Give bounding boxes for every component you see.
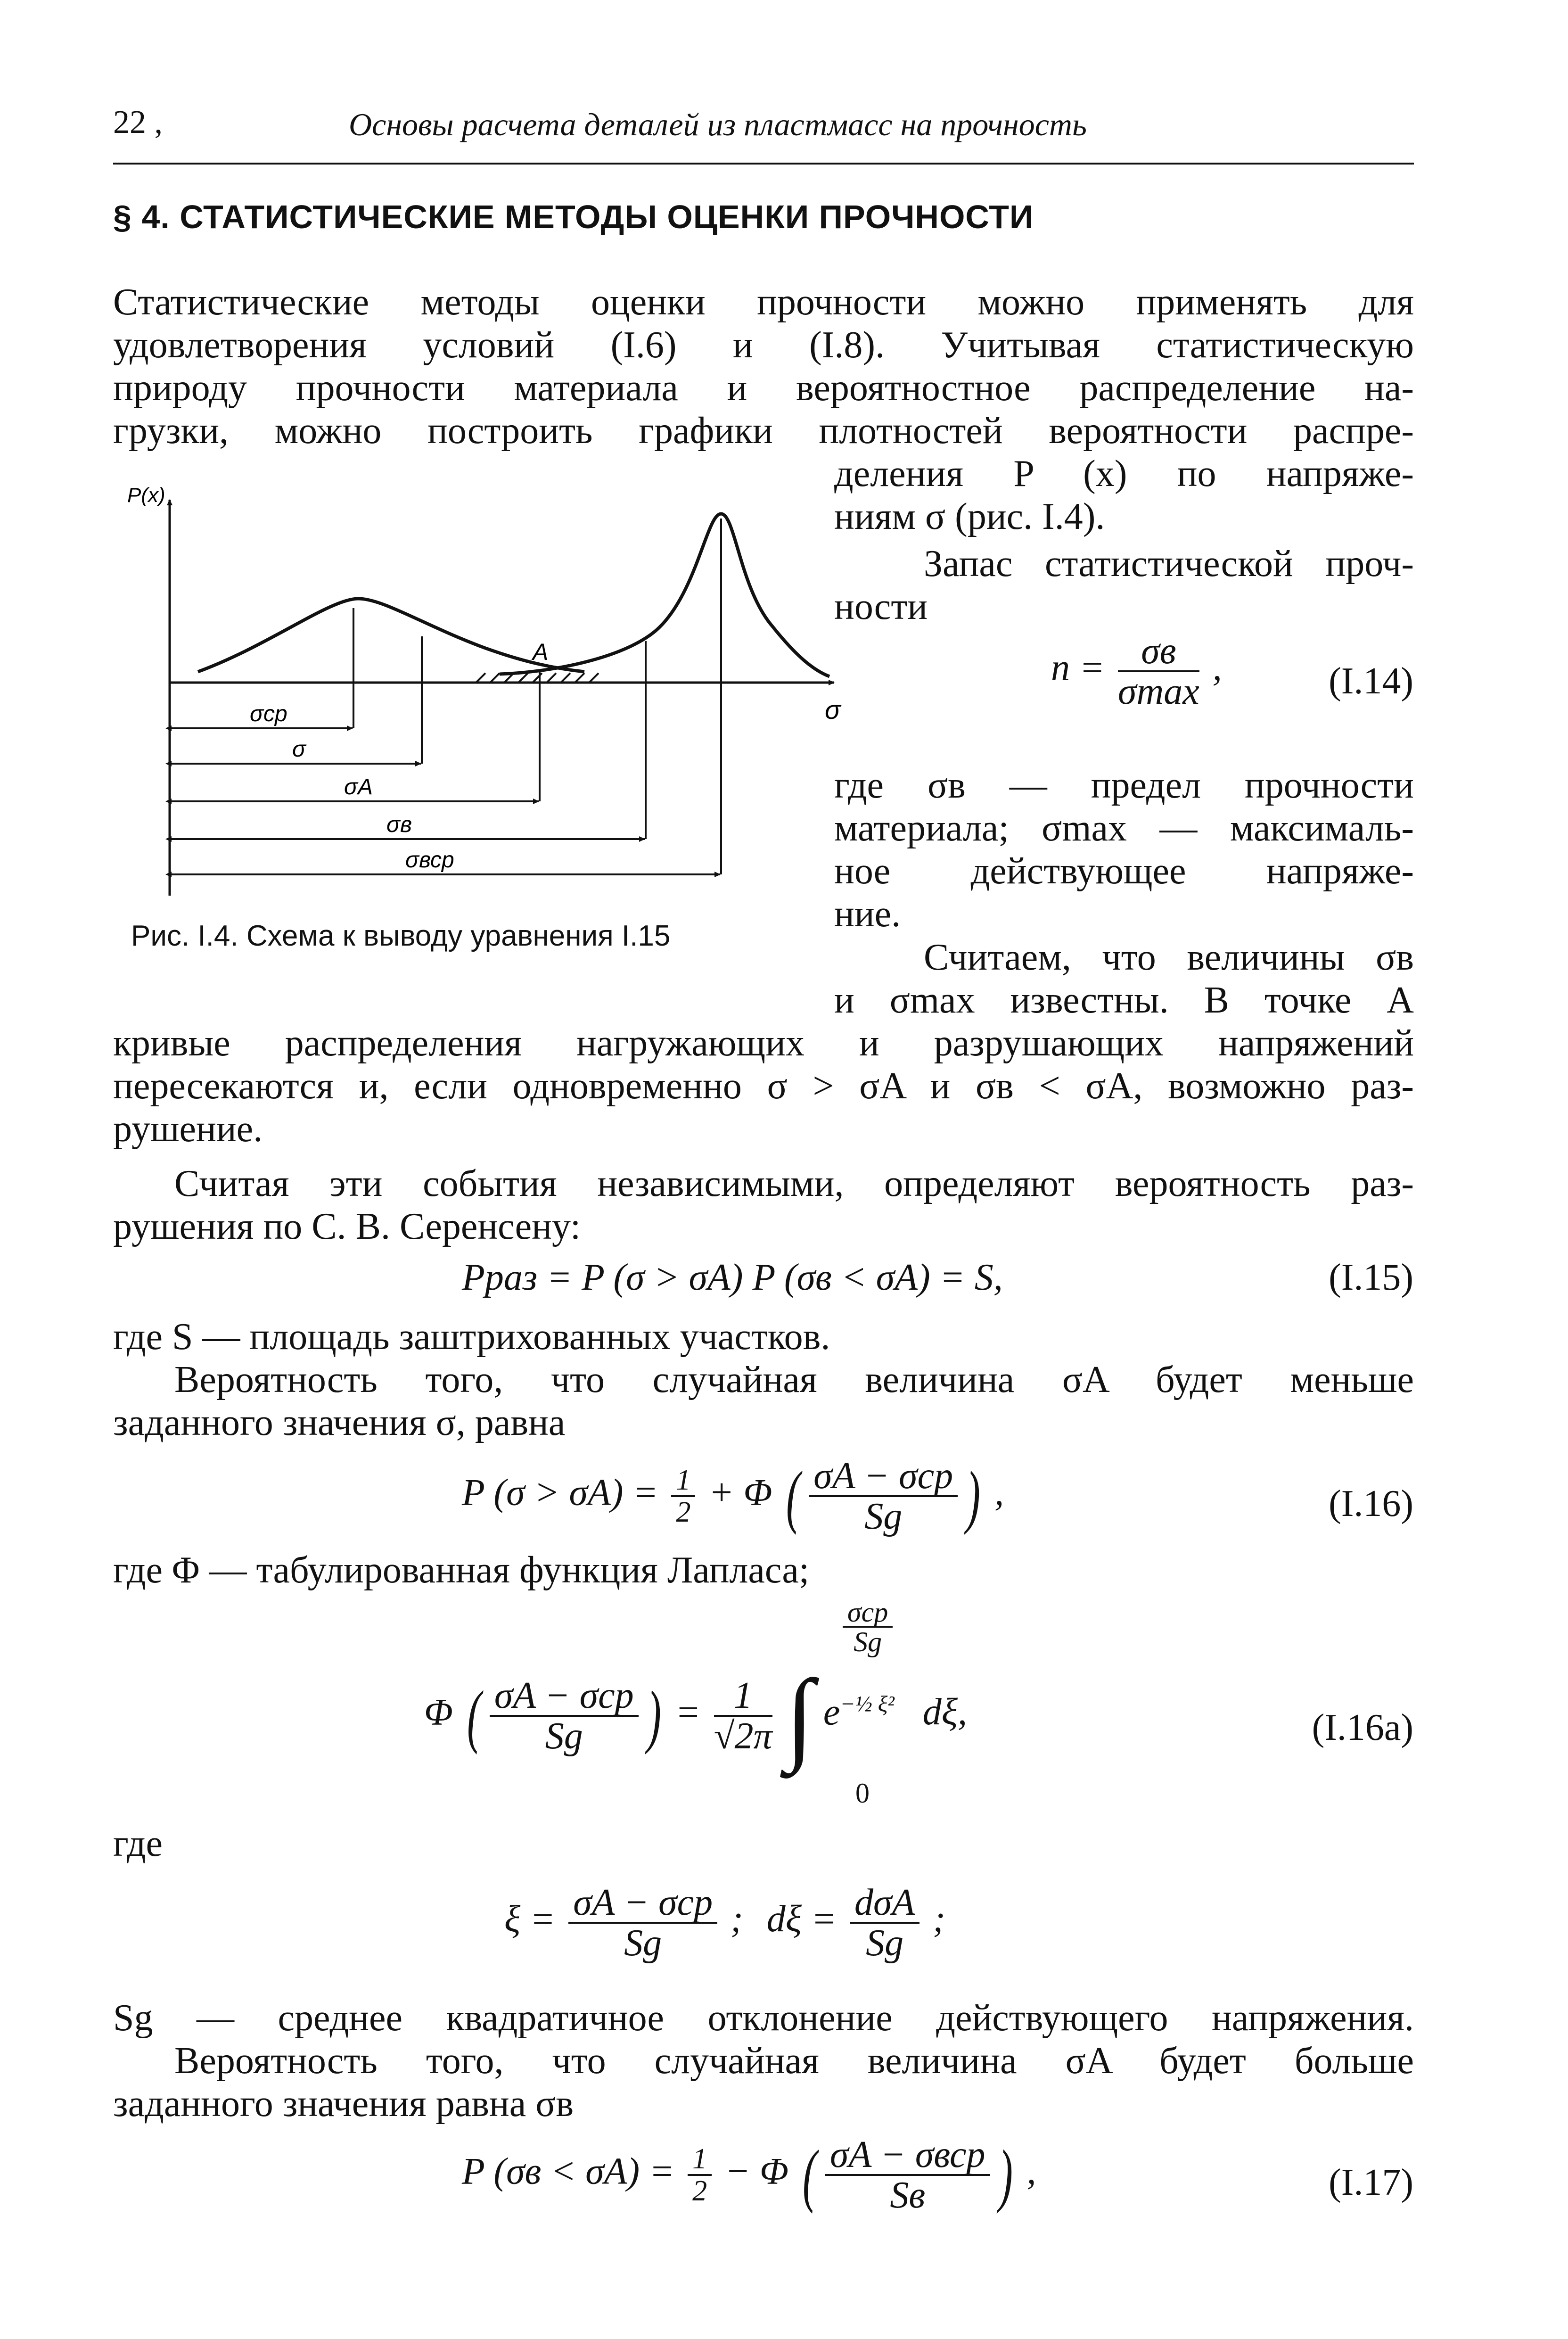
eq-dxi-lhs: dξ = — [766, 1898, 837, 1940]
eq16-lhs: P (σ > σA) = — [462, 1472, 658, 1514]
para5-line-1: Считая эти события независимыми, определяют вероятность раз- — [174, 1163, 1414, 1204]
eq17: P (σв < σA) = $\frac{1}{2}$ − Φ ( $\frac{\text{σA − σвср}}{Sв}$ ) , — [462, 2134, 1036, 2216]
para11-line-1: Вероятность того, что случайная величина σA будет больше — [174, 2040, 1414, 2082]
eq16a-c-den: √2π — [714, 1715, 772, 1757]
figure-i4 — [113, 471, 841, 910]
para3-line-3: ное действующее напряже- — [834, 850, 1414, 892]
x-axis-label: σ — [825, 695, 841, 725]
figure-caption: Рис. I.4. Схема к выводу уравнения I.15 — [131, 920, 671, 952]
para1-line-3: природу прочности материала и вероятностное распределение на- — [113, 367, 1414, 409]
dim-label-sv: σв — [386, 812, 412, 837]
para3-line-4: ние. — [834, 893, 901, 935]
para4-right-line-1: Считаем, что величины σв — [924, 937, 1414, 978]
eq17-den: Sв — [890, 2174, 926, 2216]
eq17-half-den: 2 — [692, 2175, 707, 2207]
eq14 — [1051, 632, 1222, 711]
eq16-den: Sg — [864, 1496, 903, 1537]
eq17-number: (I.17) — [1329, 2162, 1413, 2203]
page-number: 22 , — [113, 104, 163, 140]
eq16a-num: σA − σср — [490, 1676, 639, 1717]
eq16a-arg — [490, 1676, 639, 1755]
eq14-number: (I.14) — [1329, 660, 1413, 702]
hatched-area — [471, 673, 603, 683]
eq16a-integrand: e — [823, 1691, 840, 1733]
strength-curve — [500, 514, 829, 676]
para3-line-2: материала; σmax — максималь- — [834, 807, 1414, 849]
eq17-half-num: 1 — [688, 2144, 712, 2176]
eq16a-phi: Φ — [424, 1691, 453, 1733]
eq16a-number: (I.16а) — [1312, 1707, 1413, 1748]
running-title: Основы расчета деталей из пластмасс на прочность — [349, 107, 1087, 142]
para4-right-line-2: и σmax известны. В точке A — [834, 980, 1414, 1021]
eq16a-upper-num: σср — [843, 1598, 893, 1628]
eq16a-upper-den: Sg — [854, 1626, 882, 1657]
eq-xi-den1: Sg — [624, 1922, 662, 1964]
eq16a-den: Sg — [545, 1715, 583, 1757]
para6-line: где S — площадь заштрихованных участков. — [113, 1316, 830, 1358]
dim-label-svcp: σвср — [405, 848, 454, 873]
eq15: Pраз = P (σ > σA) P (σв < σA) = S, — [462, 1257, 1003, 1298]
section-title: § 4. СТАТИСТИЧЕСКИЕ МЕТОДЫ ОЦЕНКИ ПРОЧНОСТИ — [113, 198, 1034, 235]
eq16-half-den: 2 — [676, 1496, 691, 1528]
eq16a-diff: dξ, — [922, 1691, 967, 1733]
para3-line-1: где σв — предел прочности — [834, 765, 1414, 806]
point-a-label: A — [533, 639, 549, 665]
para5-line-2: рушения по С. В. Серенсену: — [113, 1206, 581, 1247]
eq-xi-num2: dσA — [850, 1883, 919, 1924]
para7-line-2: заданного значения σ, равна — [113, 1402, 566, 1443]
eq-xi-lhs: ξ = — [504, 1898, 556, 1940]
eq14-tail: , — [1212, 647, 1222, 689]
para4-line-3: рушение. — [113, 1108, 263, 1150]
header-rule — [113, 163, 1414, 165]
para8-line: где Φ — табулированная функция Лапласа; — [113, 1549, 810, 1591]
para11-line-2: заданного значения равна σв — [113, 2083, 574, 2125]
para4-line-2: пересекаются и, если одновременно σ > σA и σв < σA, возможно раз- — [113, 1065, 1414, 1107]
dim-label-sa: σA — [344, 774, 373, 799]
eq16a-coef — [714, 1676, 772, 1755]
eq17-half — [688, 2144, 712, 2206]
para1-right-line-2: ниям σ (рис. I.4). — [834, 496, 1105, 537]
eq-xi-frac2 — [850, 1883, 919, 1962]
para1-line-4: грузки, можно построить графики плотностей вероятности распре- — [113, 410, 1414, 452]
eq17-lhs: P (σв < σA) = — [462, 2150, 675, 2192]
para10-line: Sg — среднее квадратичное отклонение действующего напряжения. — [113, 1997, 1414, 2039]
para7-line-1: Вероятность того, что случайная величина σA будет меньше — [174, 1359, 1414, 1400]
para1-line-1: Статистические методы оценки прочности можно применять для — [113, 281, 1414, 323]
dim-label-sigma: σ — [292, 737, 306, 762]
eq14-num: σв — [1118, 632, 1199, 672]
y-axis-label: P(x) — [127, 484, 165, 507]
eq-xi-den2: Sg — [866, 1922, 904, 1964]
para4-line-1: кривые распределения нагружающих и разрушающих напряжений — [113, 1022, 1414, 1064]
eq14-lhs: n = — [1051, 647, 1105, 689]
para9-line: где — [113, 1823, 163, 1864]
eq16a-upper-limit — [839, 1598, 896, 1656]
loading-curve — [198, 599, 584, 672]
eq14-fraction — [1118, 632, 1199, 711]
eq17-fraction — [825, 2135, 990, 2215]
eq17-minus-phi: − Φ — [725, 2150, 789, 2192]
eq17-tail: , — [1026, 2150, 1036, 2192]
para2-line-1: Запас статистической проч- — [924, 543, 1414, 585]
eq16-half — [671, 1465, 695, 1527]
dim-label-scp: σср — [250, 701, 287, 726]
eq16a-lower-limit: 0 — [855, 1778, 870, 1809]
eq-xi-sep: ; — [731, 1898, 743, 1940]
integral-sign: ∫ — [785, 1658, 814, 1773]
eq-xi-num1: σA − σср — [568, 1883, 717, 1924]
para1-right-line-1: деления P (x) по напряже- — [834, 453, 1414, 494]
eq16-fraction — [809, 1457, 958, 1536]
eq16a-eq: = — [675, 1691, 701, 1733]
eq16-number: (I.16) — [1329, 1483, 1413, 1524]
eq16a-c-num: 1 — [714, 1676, 772, 1717]
eq16-half-num: 1 — [671, 1465, 695, 1497]
eq14-den: σmax — [1117, 671, 1199, 712]
eq-xi — [504, 1883, 945, 1962]
eq15-number: (I.15) — [1329, 1257, 1413, 1298]
eq16a: Φ ( $\frac{\text{σA − σср}}{Sg}$ ) = $\frac{1}{√2\pi}$ ∫ $e^{-\frac{1}{2} \xi^2}$ dξ, — [424, 1658, 967, 1773]
eq16-num: σA − σср — [809, 1457, 958, 1497]
para2-line-2: ности — [834, 586, 928, 627]
eq16a-exponent: −½ ξ² — [840, 1691, 895, 1717]
eq16-plus-phi: + Φ — [708, 1472, 772, 1514]
eq-xi-end: ; — [933, 1898, 945, 1940]
para1-line-2: удовлетворения условий (I.6) и (I.8). Учитывая статистическую — [113, 324, 1414, 366]
eq17-num: σA − σвср — [825, 2135, 990, 2176]
eq-xi-frac1 — [568, 1883, 717, 1962]
eq16-tail: , — [994, 1472, 1004, 1514]
eq16: P (σ > σA) = $\frac{1}{2}$ + Φ ( $\frac{\text{σA − σср}}{Sg}$ ) , — [462, 1455, 1004, 1537]
